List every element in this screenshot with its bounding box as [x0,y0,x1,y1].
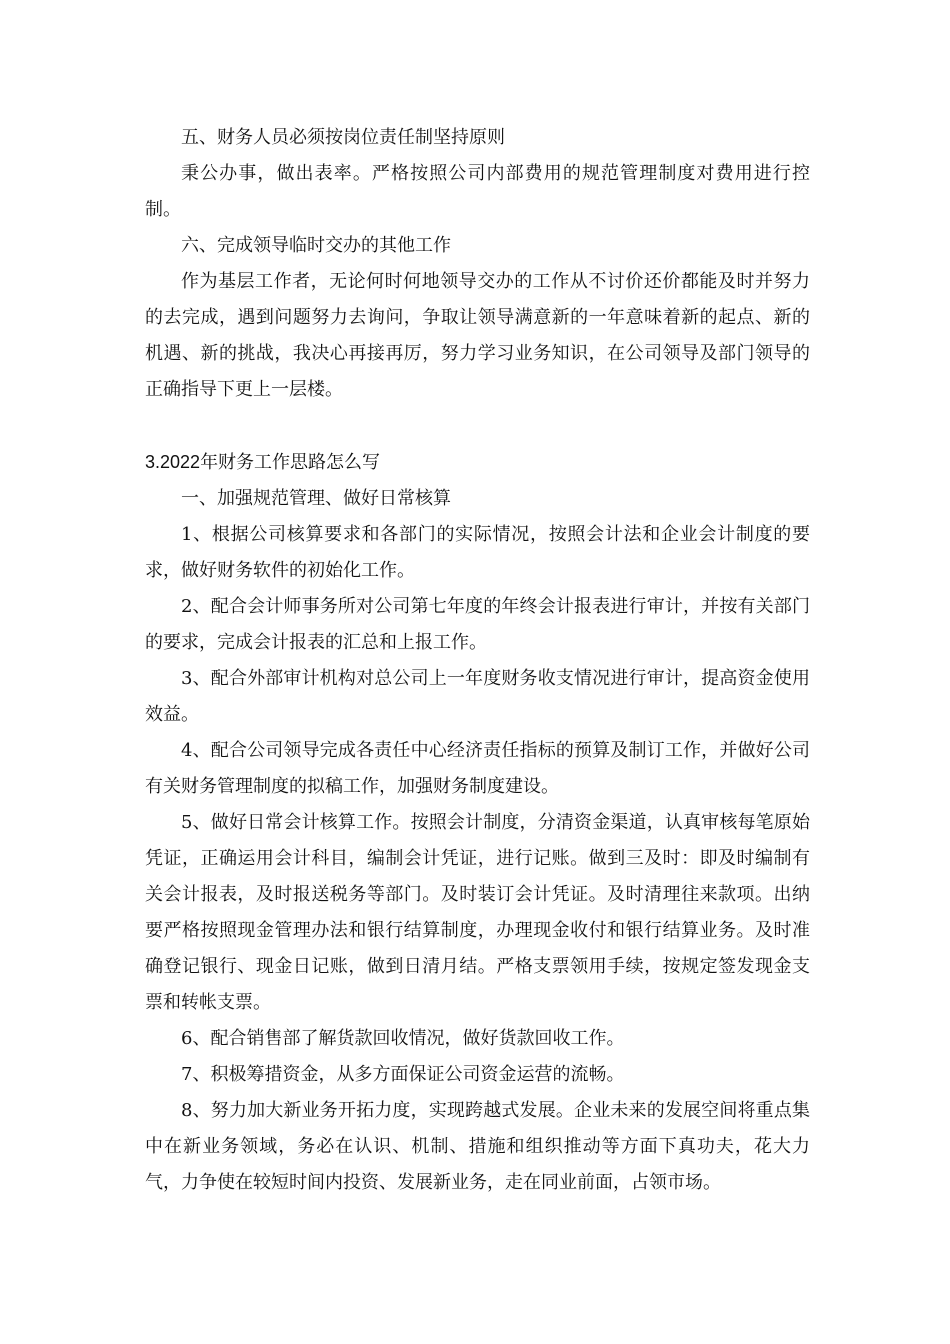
list-item: 6、配合销售部了解货款回收情况，做好货款回收工作。 [181,1028,625,1049]
heading-six: 六、完成领导临时交办的其他工作 [181,235,451,256]
paragraph: 秉公办事，做出表率。严格按照公司内部费用的规范管理制度对费用进行控制。 [145,163,810,220]
list-item: 3、配合外部审计机构对总公司上一年度财务收支情况进行审计，提高资金使用效益。 [145,668,810,725]
spacer [145,408,810,444]
list-item: 1、根据公司核算要求和各部门的实际情况，按照会计法和企业会计制度的要求，做好财务软件的初始化工作。 [145,524,810,581]
list-item: 2、配合会计师事务所对公司第七年度的年终会计报表进行审计，并按有关部门的要求，完成会计报表的汇总和上报工作。 [145,596,810,653]
heading-five: 五、财务人员必须按岗位责任制坚持原则 [181,127,505,148]
list-item: 8、努力加大新业务开拓力度，实现跨越式发展。企业未来的发展空间将重点集中在新业务领域，务必在认识、机制、措施和组织推动等方面下真功夫，花大力气，力争使在较短时间内投资、发展新业务，走在同业前面，占领市场。 [145,1100,810,1193]
list-item: 5、做好日常会计核算工作。按照会计制度，分清资金渠道，认真审核每笔原始凭证，正确运用会计科目，编制会计凭证，进行记账。做到三及时：即及时编制有关会计报表，及时报送税务等部门。及时装订会计凭证。及时清理往来款项。出纳要严格按照现金管理办法和银行结算制度，办理现金收付和银行结算业务。及时准确登记银行、现金日记账，做到日清月结。严格支票领用手续，按规定签发现金支票和转帐支票。 [145,812,810,1013]
paragraph: 作为基层工作者，无论何时何地领导交办的工作从不讨价还价都能及时并努力的去完成，遇到问题努力去询问，争取让领导满意新的一年意味着新的起点、新的机遇、新的挑战，我决心再接再厉，努力学习业务知识，在公司领导及部门领导的正确指导下更上一层楼。 [145,271,810,400]
list-item: 4、配合公司领导完成各责任中心经济责任指标的预算及制订工作，并做好公司有关财务管理制度的拟稿工作，加强财务制度建设。 [145,740,810,797]
section-title [145,444,810,481]
subheading-one: 一、加强规范管理、做好日常核算 [181,488,451,509]
list-item: 7、积极筹措资金，从多方面保证公司资金运营的流畅。 [181,1064,625,1085]
document-body [145,120,810,1201]
section-title-number: 3.2022 [145,452,201,472]
section-title-text: 年财务工作思路怎么写 [200,452,381,473]
